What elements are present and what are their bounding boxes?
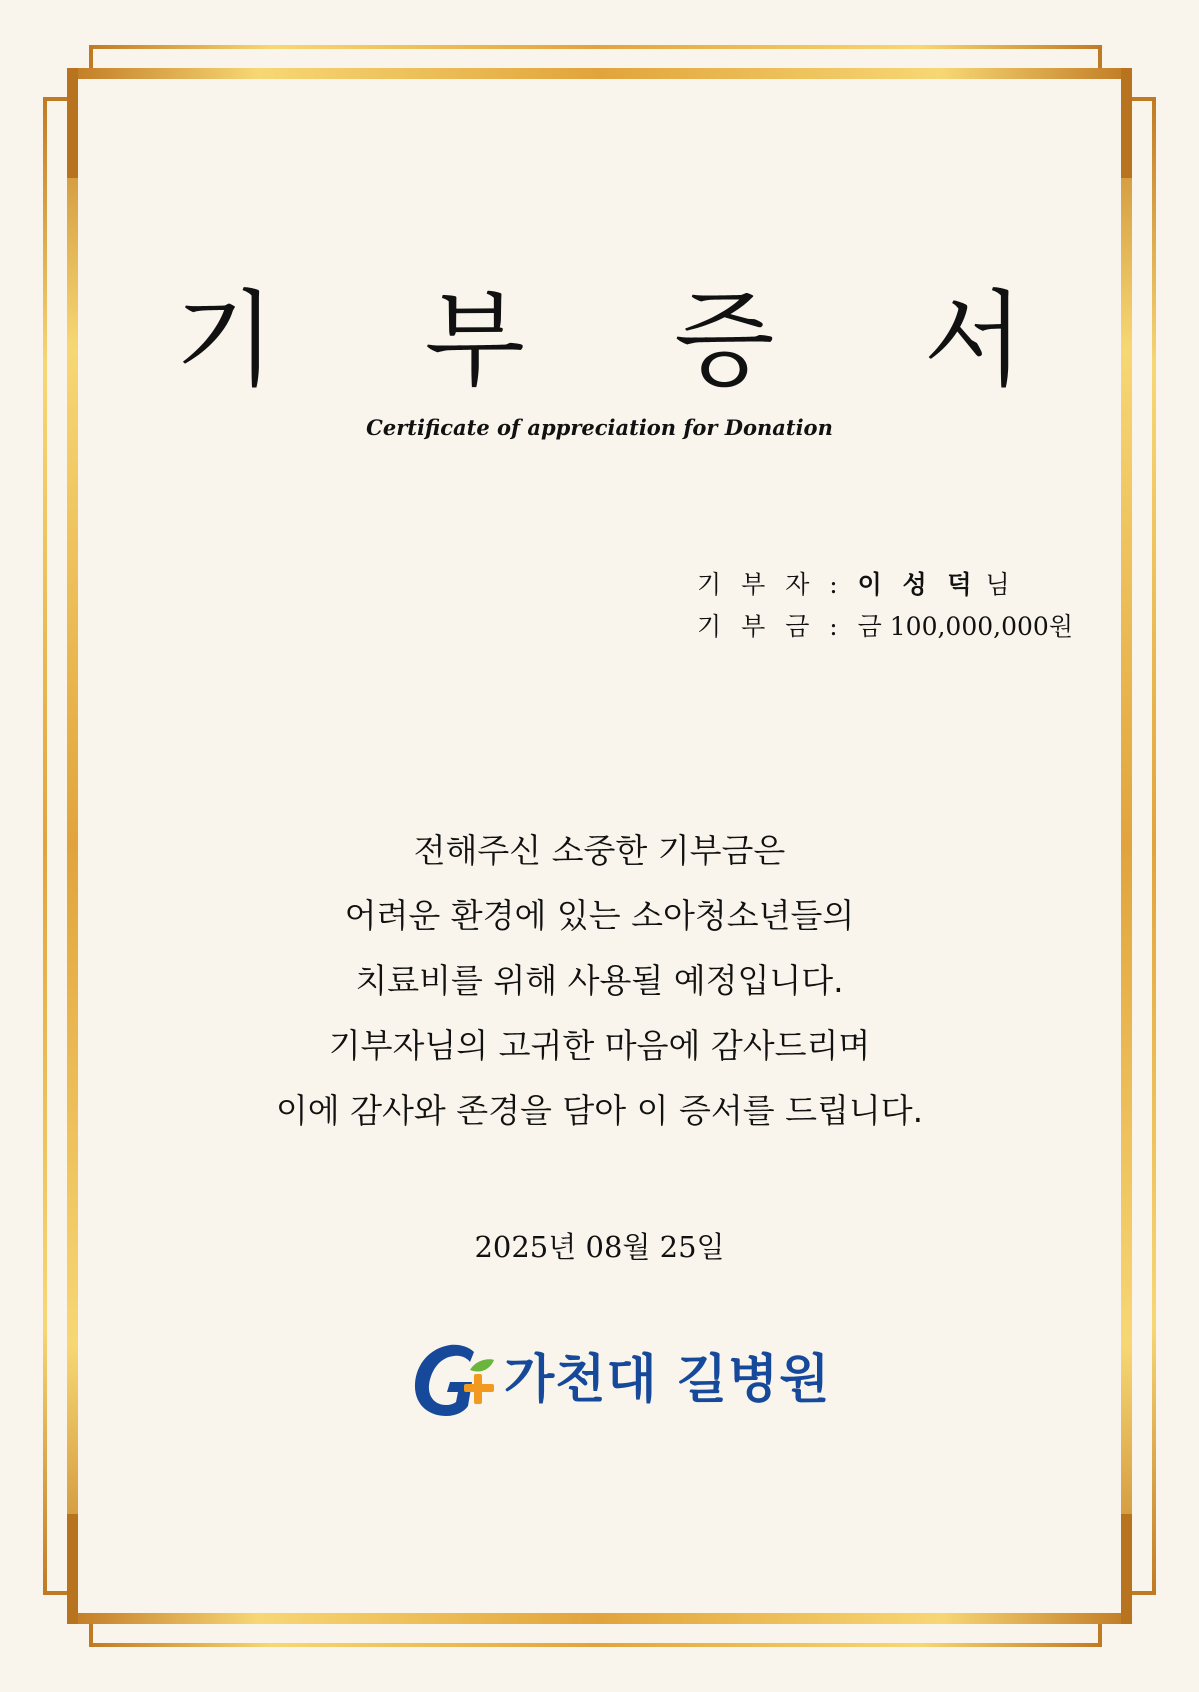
frame-outer-bottom [89,1643,1102,1647]
amount-label: 기 부 금 : [697,612,858,641]
gachon-logo-icon [410,1340,502,1420]
certificate-message [0,818,1199,1143]
frame-corner-accent-bl [67,1514,78,1624]
frame-outer-top-left-post [89,45,93,70]
donor-suffix: 님 [977,570,1010,599]
message-line: 치료비를 위해 사용될 예정입니다. [355,961,844,1000]
frame-outer-bottom-left-post [89,1622,93,1647]
certificate-title: 기 부 증 서 [174,279,1083,401]
issue-date: 2025년 08월 25일 [474,1230,725,1264]
frame-outer-right-top-post [1130,97,1156,101]
message-line: 어려운 환경에 있는 소아청소년들의 [344,896,855,935]
message-line: 이에 감사와 존경을 담아 이 증서를 드립니다. [275,1091,924,1130]
message-line: 기부자님의 고귀한 마음에 감사드리며 [328,1026,871,1065]
frame-outer-bottom-right-post [1098,1622,1102,1647]
donor-name: 이 성 덕 [857,570,978,599]
frame-outer-left-top-post [43,97,69,101]
amount-value: 금 100,000,000원 [857,612,1073,641]
donor-info [697,564,1073,648]
frame-corner-accent-tl [67,68,78,178]
message-line: 전해주신 소중한 기부금은 [413,831,786,870]
frame-inner-bottom [67,1613,1132,1624]
frame-inner-top [67,68,1132,79]
organization-logo [410,1340,831,1420]
certificate-subtitle: Certificate of appreciation for Donation [366,415,833,440]
amount-row [697,606,1073,648]
frame-corner-accent-tr [1121,68,1132,178]
frame-outer-left-bottom-post [43,1591,69,1595]
frame-outer-top [89,45,1102,49]
frame-corner-accent-br [1121,1514,1132,1624]
donor-row [697,564,1073,606]
donor-label: 기 부 자 : [697,570,858,599]
organization-name: 가천대 길병원 [504,1350,831,1410]
frame-outer-top-right-post [1098,45,1102,70]
frame-outer-right-bottom-post [1130,1591,1156,1595]
